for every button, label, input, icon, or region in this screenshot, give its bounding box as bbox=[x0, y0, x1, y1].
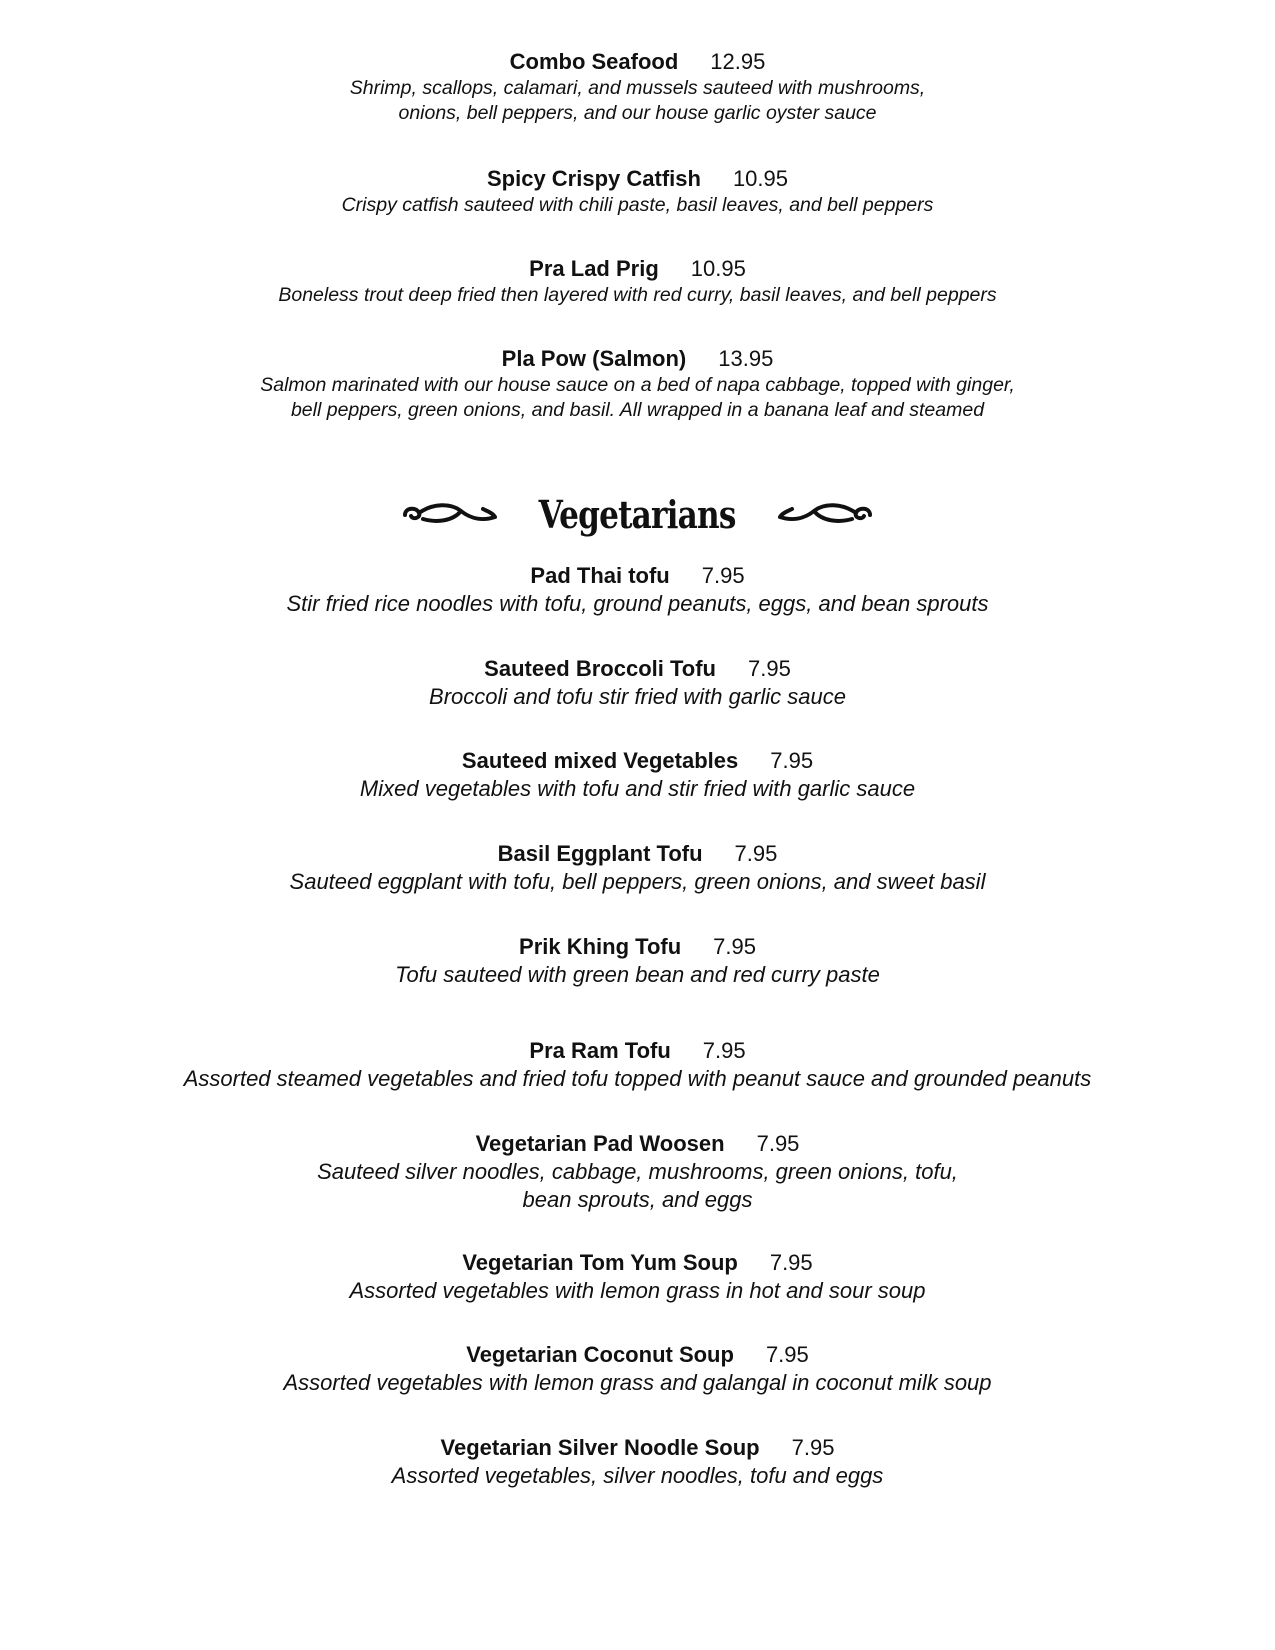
item-price: 7.95 bbox=[701, 563, 745, 588]
item-description: bell peppers, green onions, and basil. All wrapped in a banana leaf and steamed bbox=[290, 399, 985, 421]
menu-item bbox=[0, 655, 1275, 711]
menu-item bbox=[0, 747, 1275, 803]
item-price: 7.95 bbox=[734, 841, 778, 866]
item-description: Mixed vegetables with tofu and stir fried with garlic sauce bbox=[359, 776, 916, 801]
menu-item bbox=[0, 1130, 1275, 1214]
item-name: Pra Lad Prig bbox=[529, 256, 659, 281]
menu-item bbox=[0, 345, 1275, 423]
item-description: Sauteed silver noodles, cabbage, mushrooms, green onions, tofu, bbox=[317, 1159, 958, 1184]
item-name: Pad Thai tofu bbox=[530, 563, 670, 588]
menu-item bbox=[0, 933, 1275, 989]
item-name: Vegetarian Silver Noodle Soup bbox=[440, 1435, 760, 1460]
item-description: Crispy catfish sauteed with chili paste, basil leaves, and bell peppers bbox=[341, 194, 934, 216]
menu-item bbox=[0, 255, 1275, 308]
item-description: Assorted steamed vegetables and fried tofu topped with peanut sauce and grounded peanuts bbox=[183, 1066, 1092, 1091]
item-description: Boneless trout deep fried then layered with red curry, basil leaves, and bell peppers bbox=[278, 284, 997, 306]
menu-item bbox=[0, 165, 1275, 218]
item-name: Pla Pow (Salmon) bbox=[501, 346, 687, 371]
item-price: 7.95 bbox=[713, 934, 756, 959]
item-description: Assorted vegetables with lemon grass in hot and sour soup bbox=[349, 1278, 926, 1303]
left-flourish-icon bbox=[399, 495, 499, 535]
item-name: Vegetarian Tom Yum Soup bbox=[462, 1250, 738, 1275]
item-name: Sauteed mixed Vegetables bbox=[461, 748, 739, 773]
item-price: 7.95 bbox=[770, 748, 814, 773]
item-price: 10.95 bbox=[732, 166, 788, 191]
item-price: 10.95 bbox=[690, 256, 746, 281]
item-name: Vegetarian Coconut Soup bbox=[466, 1342, 734, 1367]
item-description: Tofu sauteed with green bean and red curry paste bbox=[395, 962, 880, 987]
item-price: 7.95 bbox=[769, 1250, 813, 1275]
item-price: 7.95 bbox=[756, 1131, 800, 1156]
item-description: Sauteed eggplant with tofu, bell peppers, green onions, and sweet basil bbox=[289, 869, 986, 894]
item-description: Assorted vegetables with lemon grass and galangal in coconut milk soup bbox=[283, 1370, 992, 1395]
section-header bbox=[0, 492, 1275, 552]
menu-item bbox=[0, 1037, 1275, 1093]
item-name: Combo Seafood bbox=[509, 49, 679, 74]
item-price: 13.95 bbox=[718, 346, 774, 371]
menu-item bbox=[0, 562, 1275, 618]
item-name: Spicy Crispy Catfish bbox=[486, 166, 701, 191]
item-description: bean sprouts, and eggs bbox=[522, 1187, 753, 1212]
item-description: Stir fried rice noodles with tofu, ground peanuts, eggs, and bean sprouts bbox=[286, 591, 989, 616]
item-description: Salmon marinated with our house sauce on a bed of napa cabbage, topped with ginger, bbox=[260, 374, 1015, 396]
menu-item bbox=[0, 840, 1275, 896]
item-description: Shrimp, scallops, calamari, and mussels sauteed with mushrooms, bbox=[349, 77, 926, 99]
item-description: onions, bell peppers, and our house garlic oyster sauce bbox=[398, 102, 877, 124]
item-price: 7.95 bbox=[765, 1342, 809, 1367]
menu-item bbox=[0, 1434, 1275, 1490]
menu-item bbox=[0, 48, 1275, 126]
item-description: Broccoli and tofu stir fried with garlic sauce bbox=[429, 684, 846, 709]
item-name: Prik Khing Tofu bbox=[519, 934, 682, 959]
item-name: Vegetarian Pad Woosen bbox=[475, 1131, 725, 1156]
item-name: Pra Ram Tofu bbox=[529, 1038, 671, 1063]
item-price: 7.95 bbox=[748, 656, 791, 681]
item-price: 7.95 bbox=[791, 1435, 835, 1460]
item-price: 12.95 bbox=[710, 49, 766, 74]
item-description: Assorted vegetables, silver noodles, tofu and eggs bbox=[391, 1463, 884, 1488]
item-name: Sauteed Broccoli Tofu bbox=[484, 656, 716, 681]
right-flourish-icon bbox=[776, 495, 876, 535]
menu-item bbox=[0, 1341, 1275, 1397]
section-title: Vegetarians bbox=[539, 492, 736, 537]
item-price: 7.95 bbox=[702, 1038, 746, 1063]
menu-item bbox=[0, 1249, 1275, 1305]
item-name: Basil Eggplant Tofu bbox=[497, 841, 703, 866]
